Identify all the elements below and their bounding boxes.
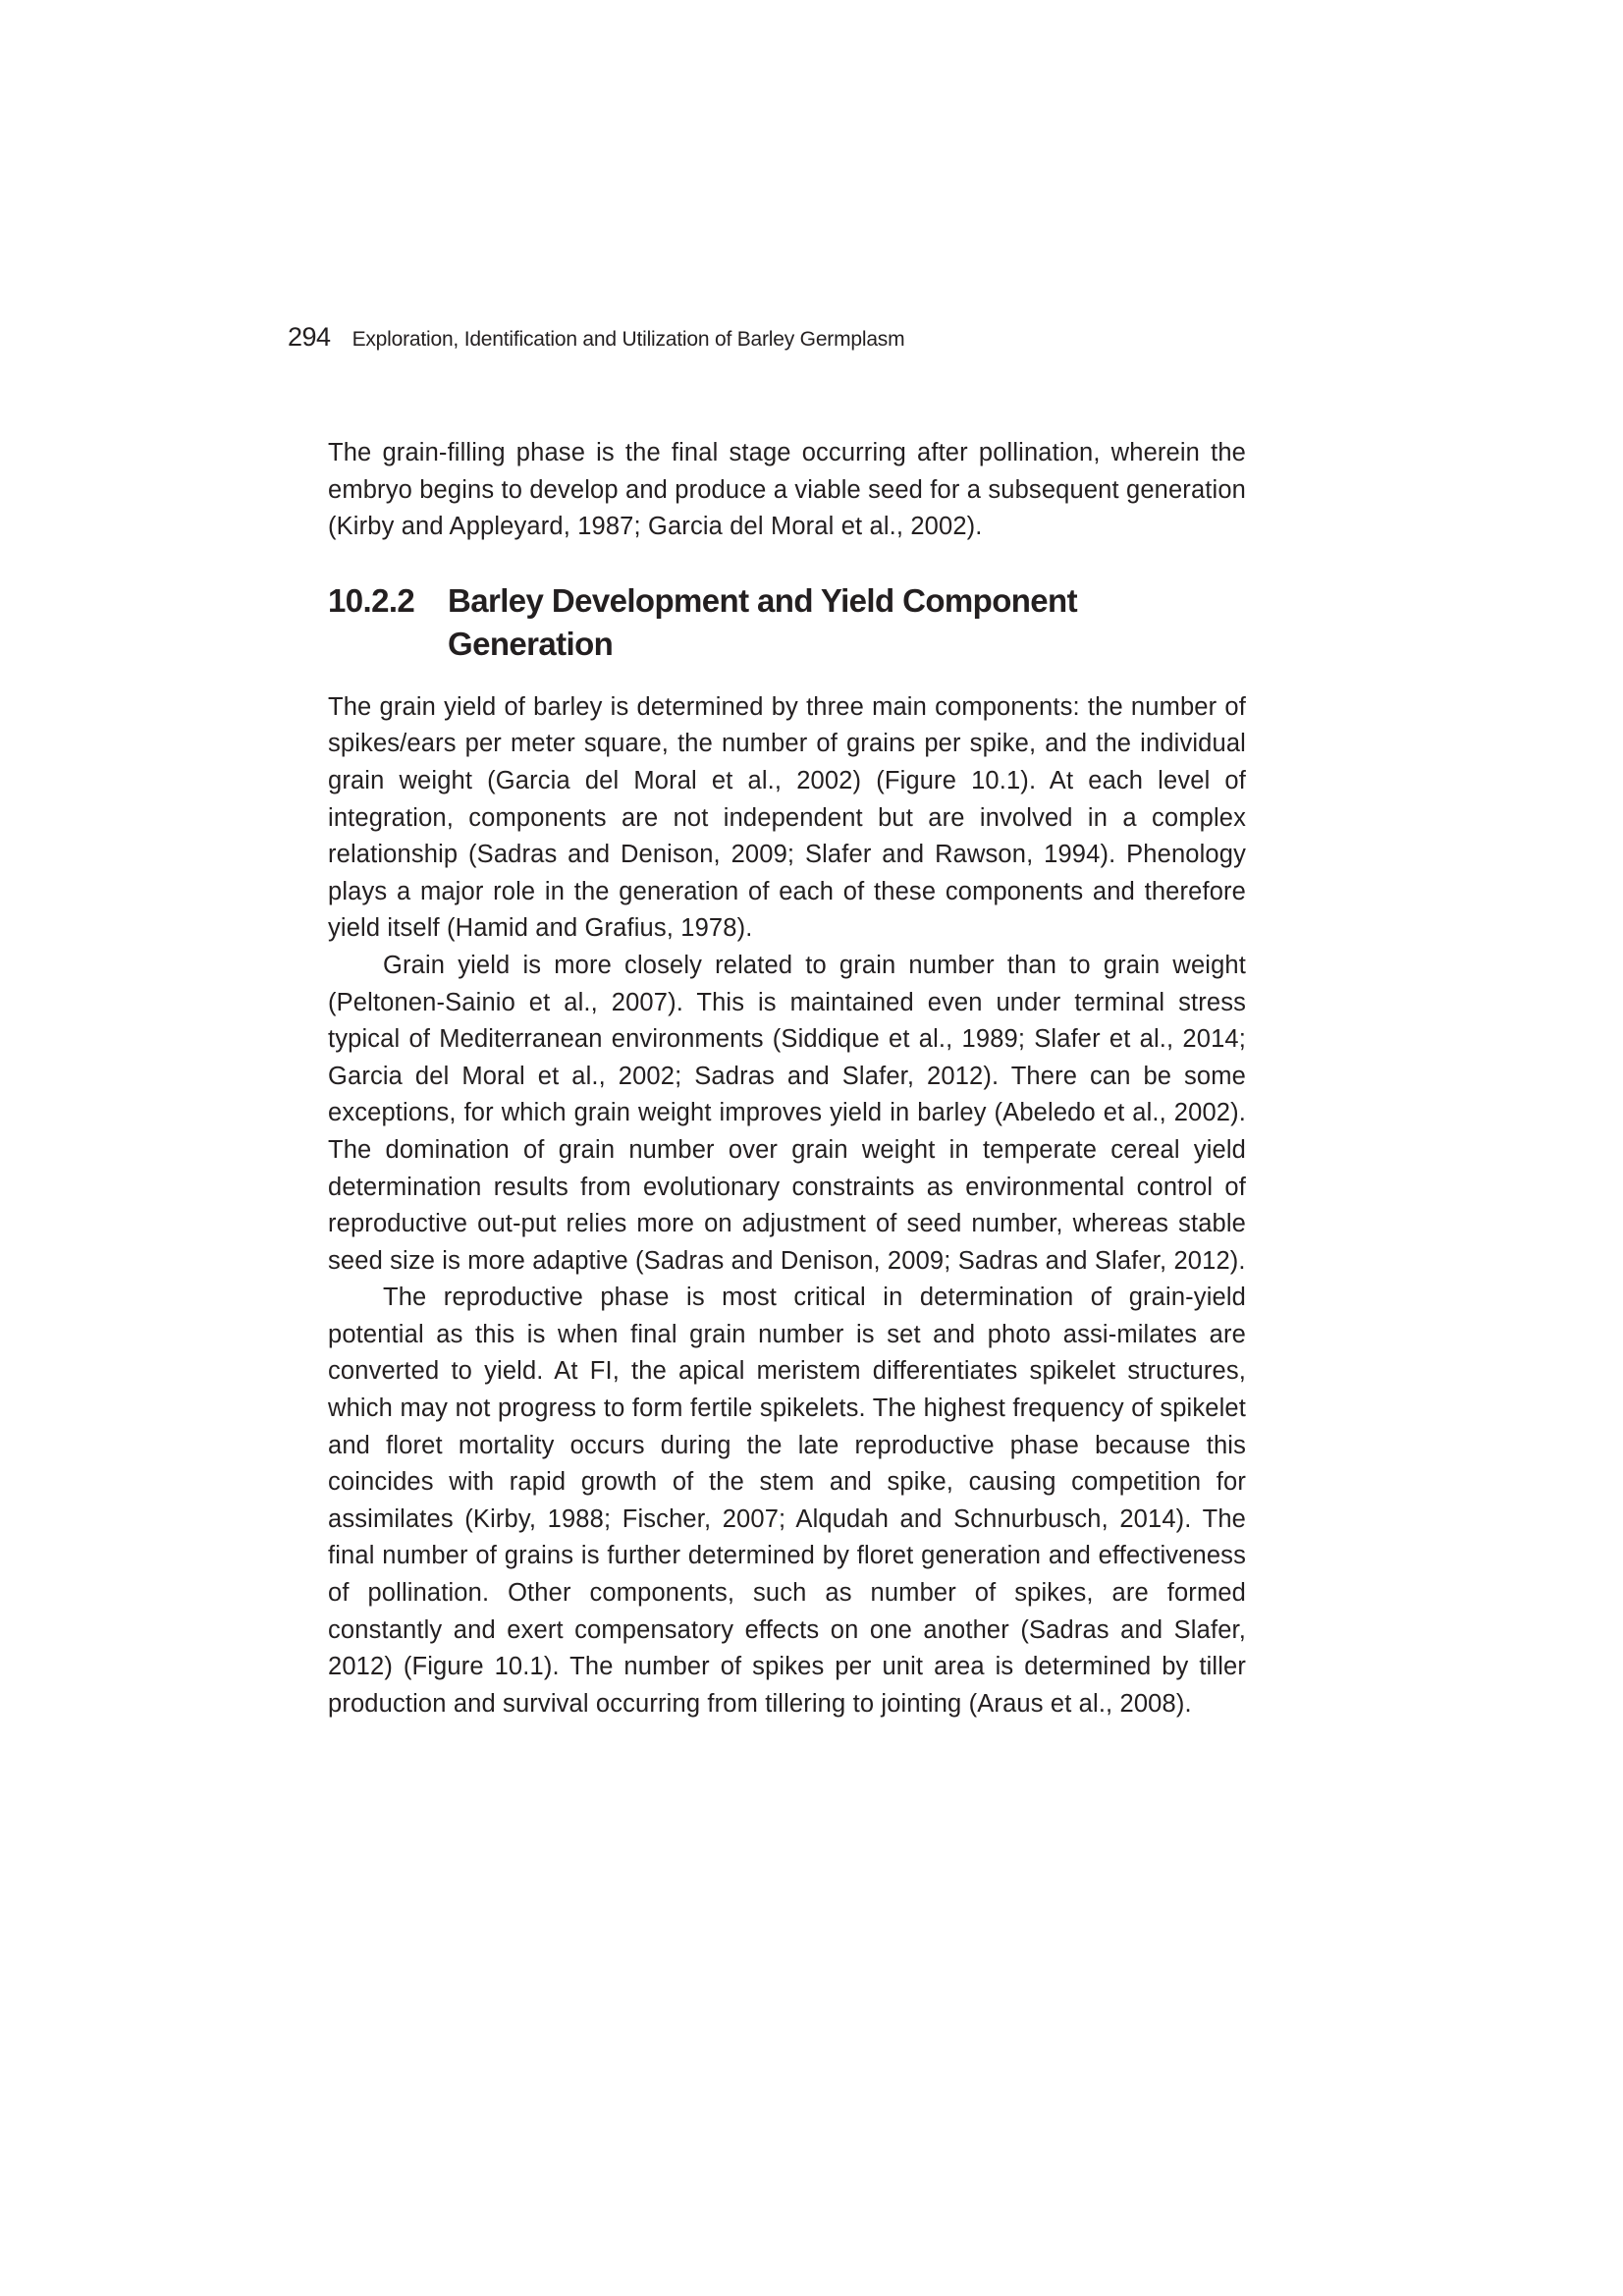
body-paragraph-1: The grain yield of barley is determined by three main components: the number of spikes/ears per meter square, the number of grains per spike, and the individual grain weight (Garcia del Moral et al., 2002) (Figure 10.1). At each level of integration, components are not independent but are involved in a complex relationship (Sadras and Denison, 2009; Slafer and Rawson, 1994). Phenology plays a major role in the generation of each of these components and therefore yield itself (Hamid and Grafius, 1978). <box>328 692 1246 943</box>
section-title: Barley Development and Yield Component Generation <box>448 581 1078 662</box>
body-paragraph-2: Grain yield is more closely related to grain number than to grain weight (Peltonen-Sainio et al., 2007). This is maintained even under terminal stress typical of Mediterranean environments (Siddique et al., 1989; Slafer et al., 2014; Garcia del Moral et al., 2002; Sadras and Slafer, 2012). There can be some exceptions, for which grain weight improves yield in barley (Abeledo et al., 2002). The domination of grain number over grain weight in temperate cereal yield determination results from evolutionary constraints as environmental control of reproductive out-put relies more on adjustment of seed number, whereas stable seed size is more adaptive (Sadras and Denison, 2009; Sadras and Slafer, 2012). <box>328 951 1246 1275</box>
body-text-column <box>328 435 1246 1722</box>
book-title: Exploration, Identification and Utilization of Barley Germplasm <box>352 328 905 351</box>
section-number: 10.2.2 <box>328 581 415 619</box>
body-paragraph-3: The reproductive phase is most critical in determination of grain-yield potential as this is when final grain number is set and photo assi-milates are converted to yield. At FI, the apical meristem differentiates spikelet structures, which may not progress to form fertile spikelets. The highest frequency of spikelet and floret mortality occurs during the late reproductive phase because this coincides with rapid growth of the stem and spike, causing competition for assimilates (Kirby, 1988; Fischer, 2007; Alqudah and Schnurbusch, 2014). The final number of grains is further determined by floret generation and effectiveness of pollination. Other components, such as number of spikes, are formed constantly and exert compensatory effects on one another (Sadras and Slafer, 2012) (Figure 10.1). The number of spikes per unit area is determined by tiller production and survival occurring from tillering to jointing (Araus et al., 2008). <box>328 1284 1246 1718</box>
section-heading <box>328 579 1246 666</box>
running-header <box>288 322 904 356</box>
page-number: 294 <box>288 322 331 352</box>
intro-paragraph: The grain-filling phase is the final stage occurring after pollination, wherein the embryo begins to develop and produce a viable seed for a subsequent generation (Kirby and Appleyard, 1987; Garcia del Moral et al., 2002). <box>328 439 1246 541</box>
